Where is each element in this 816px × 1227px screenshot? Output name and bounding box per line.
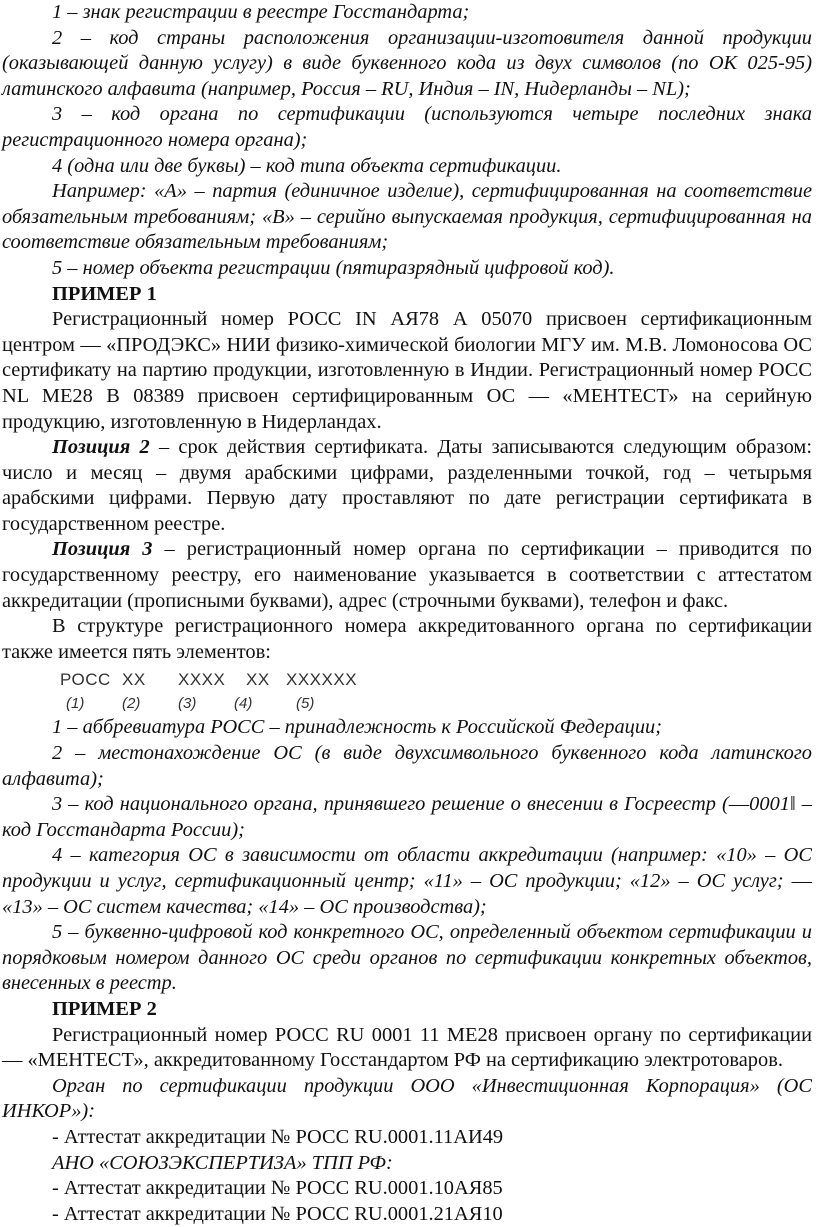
example-2-org-1: Орган по сертификации продукции ООО «Инвестиционная Корпорация» (ОС ИНКОР»): — [2, 1074, 812, 1123]
item-2-country-code: 2 – код страны расположения организации-изготовителя данной продукции (оказывающей данную услугу) в виде буквенного кода из двух символов (по ОК 025-95) латинского алфавита (например, Россия – RU, Индия – IN, Нидерланды – NL); — [2, 26, 812, 100]
position-3-paragraph — [2, 537, 812, 614]
example-2-attestat-2: - Аттестат аккредитации № РОСС RU.0001.10АЯ85 — [52, 1177, 503, 1200]
scheme-item-4: 4 – категория ОС в зависимости от области аккредитации (например: «10» – ОС продукции и услуг, сертификационный центр; «11» – ОС продукции; «12» – ОС услуг; ― «13» – ОС систем качества; «14» – ОС производства); — [2, 844, 812, 918]
object-type-example: Например: «А» – партия (единичное изделие), сертифицированная на соответствие обязательным требованиям; «В» – серийно выпускаемая продукция, сертифицированная на соответствие обязательным требованиям; — [2, 180, 812, 254]
scheme-code-4: XX — [246, 670, 270, 690]
position-2-label: Позиция 2 — [52, 436, 150, 459]
example-2-attestat-3: - Аттестат аккредитации № РОСС RU.0001.21АЯ10 — [52, 1202, 503, 1225]
scheme-code-3: XXXX — [178, 670, 226, 690]
scheme-number-5: (5) — [296, 695, 315, 713]
scheme-item-2: 2 – местонахождение ОС (в виде двухсимвольного буквенного кода латинского алфавита); — [2, 742, 812, 790]
example-2-attestat-1: - Аттестат аккредитации № РОСС RU.0001.11АИ49 — [52, 1125, 504, 1148]
position-2-text: – срок действия сертификата. Даты записываются следующим образом: число и месяц – двумя арабскими цифрами, разделенными точкой, год – четырьмя арабскими цифрами. Первую дату проставляют по дате регистрации сертификата в государственном реестре. — [2, 436, 813, 535]
scheme-number-1: (1) — [66, 695, 85, 713]
scheme-number-2: (2) — [122, 695, 141, 713]
item-4-object-type: 4 (одна или две буквы) – код типа объекта сертификации. — [52, 154, 562, 177]
scheme-item-3: 3 – код национального органа, принявшего решение о внесении в Госреестр (―0001‖ – код Госстандарта России); — [2, 793, 812, 841]
scheme-code-2: XX — [122, 670, 146, 690]
scheme-number-4: (4) — [234, 695, 253, 713]
registration-number-scheme — [60, 665, 812, 715]
scheme-item-5: 5 – буквенно-цифровой код конкретного ОС, определенный объектом сертификации и порядковым номером данного ОС среди органов по сертификации конкретных объектов, внесенных в реестр. — [2, 921, 812, 995]
example-2-heading: ПРИМЕР 2 — [52, 997, 157, 1020]
example-2-text: Регистрационный номер РОСС RU 0001 11 МЕ28 присвоен органу по сертификации ― «МЕНТЕСТ», аккредитованному Госстандартом РФ на сертификацию электротоваров. — [2, 1023, 812, 1072]
item-3-body-code: 3 – код органа по сертификации (используются четыре последних знака регистрационного номера органа); — [2, 103, 812, 151]
scheme-number-3: (3) — [178, 695, 197, 713]
position-2-paragraph — [2, 435, 812, 537]
position-3-text: – регистрационный номер органа по сертификации – приводится по государственному реестру, его наименование указывается в соответствии с аттестатом аккредитации (прописными буквами), адрес (строчными буквами), телефон и факс. — [2, 538, 813, 612]
item-1-registration-sign: 1 – знак регистрации в реестре Госстандарта; — [52, 1, 470, 23]
example-1-text: Регистрационный номер РОСС IN АЯ78 А 05070 присвоен сертификационным центром — «ПРОДЭКС» НИИ физико-химической биологии МГУ им. М.В. Ломоносова ОС сертификату на партию продукции, изготовленную в Индии. Регистрационный номер РОСС NL МЕ28 В 08389 присвоен сертифицированным ОС — «МЕНТЕСТ» на серийную продукцию, изготовленную в Нидерландах. — [2, 308, 812, 433]
scheme-code-1: РОСС — [60, 670, 111, 690]
scheme-codes — [60, 667, 357, 693]
example-2-org-2: АНО «СОЮЗЭКСПЕРТИЗА» ТПП РФ: — [52, 1151, 393, 1174]
structure-intro: В структуре регистрационного номера аккредитованного органа по сертификации также имеется пять элементов: — [2, 615, 812, 663]
scheme-code-5: XXXXXX — [286, 670, 358, 690]
position-3-label: Позиция 3 — [52, 538, 153, 561]
scheme-item-1: 1 – аббревиатура РОСС – принадлежность к Российской Федерации; — [52, 716, 663, 739]
scheme-numbers — [66, 691, 314, 717]
example-1-heading: ПРИМЕР 1 — [52, 282, 157, 305]
item-5-object-number: 5 – номер объекта регистрации (пятиразрядный цифровой код). — [52, 256, 615, 279]
